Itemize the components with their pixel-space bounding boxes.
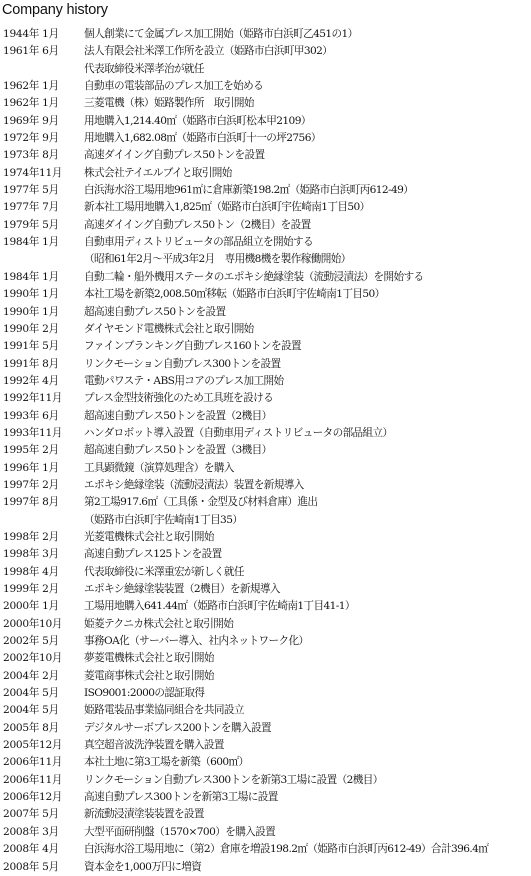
history-event: プレス金型技術強化のため工具班を設ける	[84, 392, 274, 405]
history-event: 電動パワステ・ABS用コアのプレス加工開始	[84, 374, 284, 387]
history-row	[0, 737, 531, 754]
history-row	[0, 43, 531, 60]
history-date: 2000年 1月	[3, 600, 59, 613]
history-event: 法人有限会社米澤工作所を設立（姫路市白浜町甲302）	[84, 45, 333, 58]
history-date: 1972年 9月	[3, 132, 59, 145]
history-row	[0, 217, 531, 234]
history-event: ファインブランキング自動プレス160トンを設置	[84, 340, 302, 353]
history-row	[0, 130, 531, 147]
history-event: 用地購入1,682.08㎡（姫路市白浜町十一の坪2756）	[84, 132, 321, 145]
history-row	[0, 512, 531, 529]
history-row	[0, 442, 531, 459]
history-date: 1998年 3月	[3, 548, 59, 561]
history-event: デジタルサーボプレス200トンを購入設置	[84, 721, 271, 734]
history-row	[0, 494, 531, 511]
history-date: 2006年11月	[3, 773, 63, 786]
history-event: 夢菱電機株式会社と取引開始	[84, 652, 214, 665]
history-event: エポキシ絶縁塗装（流動浸漬法）装置を新規導入	[84, 478, 304, 491]
history-date: 1997年 8月	[3, 496, 59, 509]
history-date: 1974年11月	[3, 166, 63, 179]
history-event: 代表取締役米澤孝治が就任	[84, 62, 204, 75]
history-row	[0, 477, 531, 494]
history-date: 1944年 1月	[3, 28, 59, 40]
history-event: 個人創業にて金属プレス加工開始（姫路市白浜町乙451の1）	[84, 28, 358, 40]
history-row	[0, 581, 531, 598]
history-date: 1962年 1月	[3, 80, 59, 93]
history-row	[0, 546, 531, 563]
history-date: 1973年 8月	[3, 149, 59, 162]
history-date: 1993年 6月	[3, 409, 59, 422]
history-event: 新本社工場用地購入1,825㎡（姫路市白浜町宇佐崎南1丁目50）	[84, 201, 370, 214]
history-date: 1990年 1月	[3, 288, 59, 301]
history-date: 1990年 2月	[3, 322, 59, 335]
history-row	[0, 199, 531, 216]
history-event: リンクモーション自動プレス300トンを新第3工場に設置（2機目）	[84, 773, 383, 786]
history-event: 自動二輪・船外機用ステータのエポキシ絶縁塗装（流動浸漬法）を開始する	[84, 270, 424, 283]
history-date: 2002年 5月	[3, 635, 59, 648]
history-event: 株式会社テイエルブイと取引開始	[84, 166, 232, 179]
history-date: 1993年11月	[3, 426, 63, 439]
history-row	[0, 338, 531, 355]
history-date: 1977年 5月	[3, 184, 59, 197]
history-row	[0, 841, 531, 858]
history-event: ダイヤモンド電機株式会社と取引開始	[84, 322, 254, 335]
history-row	[0, 598, 531, 615]
history-date: 1961年 6月	[3, 45, 59, 58]
history-event: 三菱電機（株）姫路製作所 取引開始	[84, 97, 254, 110]
history-row	[0, 286, 531, 303]
history-event: 高速ダイイング自動プレス50トンを設置	[84, 149, 265, 162]
history-event: 本社土地に第3工場を新築（600㎡）	[84, 756, 249, 769]
history-date: 2004年 2月	[3, 669, 59, 682]
history-event: 白浜海水浴工場用地961㎡に倉庫新築198.2㎡（姫路市白浜町丙612-49）	[84, 184, 414, 197]
history-row	[0, 529, 531, 546]
history-row	[0, 113, 531, 130]
history-date: 2004年 5月	[3, 704, 59, 717]
history-event: 自動車用ディストリビュータの部品組立を開始する	[84, 236, 314, 249]
history-event: 高速ダイイング自動プレス50トン（2機目）を設置	[84, 218, 311, 231]
history-date: 1990年 1月	[3, 305, 59, 318]
history-row	[0, 425, 531, 442]
history-event: 白浜海水浴工場用地に（第2）倉庫を増設198.2㎡（姫路市白浜町丙612-49）合計396.4㎡	[84, 843, 489, 856]
history-event: 超高速自動プレス50トンを設置（3機目）	[84, 444, 272, 457]
history-date: 1984年 1月	[3, 270, 59, 283]
history-date: 2000年10月	[3, 617, 63, 630]
history-date: 1977年 7月	[3, 201, 59, 214]
history-row	[0, 616, 531, 633]
history-date: 1979年 5月	[3, 218, 59, 231]
history-row	[0, 321, 531, 338]
history-event: 自動車の電装部品のプレス加工を始める	[84, 80, 264, 93]
history-date: 1996年 1月	[3, 461, 59, 474]
history-event: 高速自動プレス300トンを新第3工場に設置	[84, 791, 278, 804]
history-date: 1999年 2月	[3, 583, 59, 595]
history-event: 超高速自動プレス50トンを設置（2機目）	[84, 409, 272, 422]
history-event: 新流動浸漬塗装装置を設置	[84, 808, 204, 821]
history-date: 1998年 4月	[3, 565, 59, 578]
history-row	[0, 61, 531, 78]
history-row	[0, 702, 531, 719]
history-event: ISO9001:2000の認証取得	[84, 687, 205, 700]
history-date: 2006年11月	[3, 756, 63, 769]
history-date: 1962年 1月	[3, 97, 59, 110]
history-row	[0, 720, 531, 737]
history-date: 1969年 9月	[3, 114, 59, 127]
history-row	[0, 754, 531, 771]
history-row	[0, 685, 531, 702]
history-event: 大型平面研削盤（1570×700）を購入設置	[84, 825, 276, 838]
history-row	[0, 373, 531, 390]
history-event: 光菱電機株式会社と取引開始	[84, 530, 214, 543]
history-event: 第2工場917.6㎡（工具係・金型及び材料倉庫）進出	[84, 496, 318, 509]
history-event: 真空超音波洗浄装置を購入設置	[84, 739, 224, 752]
history-row	[0, 650, 531, 667]
history-row	[0, 789, 531, 806]
history-row	[0, 251, 531, 268]
history-event: ハンダロボット導入設置（自動車用ディストリビュータの部品組立）	[84, 426, 393, 439]
history-event: 工場用地購入641.44㎡（姫路市白浜町宇佐崎南1丁目41-1）	[84, 600, 355, 613]
history-list	[0, 26, 531, 876]
history-event: 資本金を1,000万円に増資	[84, 860, 202, 873]
history-row	[0, 147, 531, 164]
history-event: （昭和61年2月～平成3年2月 専用機8機を製作稼働開始）	[84, 253, 351, 266]
history-date: 1992年 4月	[3, 374, 59, 387]
history-row	[0, 95, 531, 112]
history-row	[0, 234, 531, 251]
history-date: 1997年 2月	[3, 478, 59, 491]
history-row	[0, 182, 531, 199]
history-row	[0, 460, 531, 477]
history-event: 超高速自動プレス50トンを設置	[84, 305, 226, 318]
history-row	[0, 564, 531, 581]
history-event: 高速自動プレス125トンを設置	[84, 548, 222, 561]
history-date: 2007年 5月	[3, 808, 59, 821]
history-date: 1984年 1月	[3, 236, 59, 249]
history-event: 姫路電装品事業協同組合を共同設立	[84, 704, 244, 717]
history-date: 1998年 2月	[3, 530, 59, 543]
history-row	[0, 633, 531, 650]
history-event: リンクモーション自動プレス300トンを設置	[84, 357, 281, 370]
history-date: 2005年12月	[3, 739, 63, 752]
history-event: 工具顕微鏡（演算処理含）を購入	[84, 461, 234, 474]
history-event: 事務OA化（サーバー導入、社内ネットワーク化）	[84, 635, 309, 648]
history-row	[0, 26, 531, 43]
page-title: Company history	[2, 2, 108, 18]
history-date: 2008年 5月	[3, 860, 59, 873]
history-date: 2008年 3月	[3, 825, 59, 838]
history-event: 姫菱テクニカ株式会社と取引開始	[84, 617, 234, 630]
history-row	[0, 859, 531, 876]
history-row	[0, 356, 531, 373]
history-row	[0, 304, 531, 321]
history-row	[0, 165, 531, 182]
history-date: 2004年 5月	[3, 687, 59, 700]
history-date: 1992年11月	[3, 392, 63, 405]
history-event: 菱電商事株式会社と取引開始	[84, 669, 214, 682]
history-date: 2005年 8月	[3, 721, 59, 734]
history-date: 1995年 2月	[3, 444, 59, 457]
history-row	[0, 668, 531, 685]
history-event: エポキシ絶縁塗装装置（2機目）を新規導入	[84, 583, 280, 595]
history-event: 代表取締役に米澤重宏が新しく就任	[84, 565, 244, 578]
history-row	[0, 772, 531, 789]
history-event: （姫路市白浜町宇佐崎南1丁目35）	[84, 513, 243, 526]
history-row	[0, 390, 531, 407]
history-row	[0, 269, 531, 286]
history-date: 1991年 8月	[3, 357, 59, 370]
history-row	[0, 408, 531, 425]
history-date: 2002年10月	[3, 652, 63, 665]
history-event: 用地購入1,214.40㎡（姫路市白浜町松本甲2109）	[84, 114, 311, 127]
history-date: 1991年 5月	[3, 340, 59, 353]
history-date: 2008年 4月	[3, 843, 59, 856]
history-row	[0, 806, 531, 823]
history-row	[0, 78, 531, 95]
history-row	[0, 824, 531, 841]
history-event: 本社工場を新築2,008.50㎡移転（姫路市白浜町宇佐崎南1丁目50）	[84, 288, 385, 301]
history-date: 2006年12月	[3, 791, 63, 804]
